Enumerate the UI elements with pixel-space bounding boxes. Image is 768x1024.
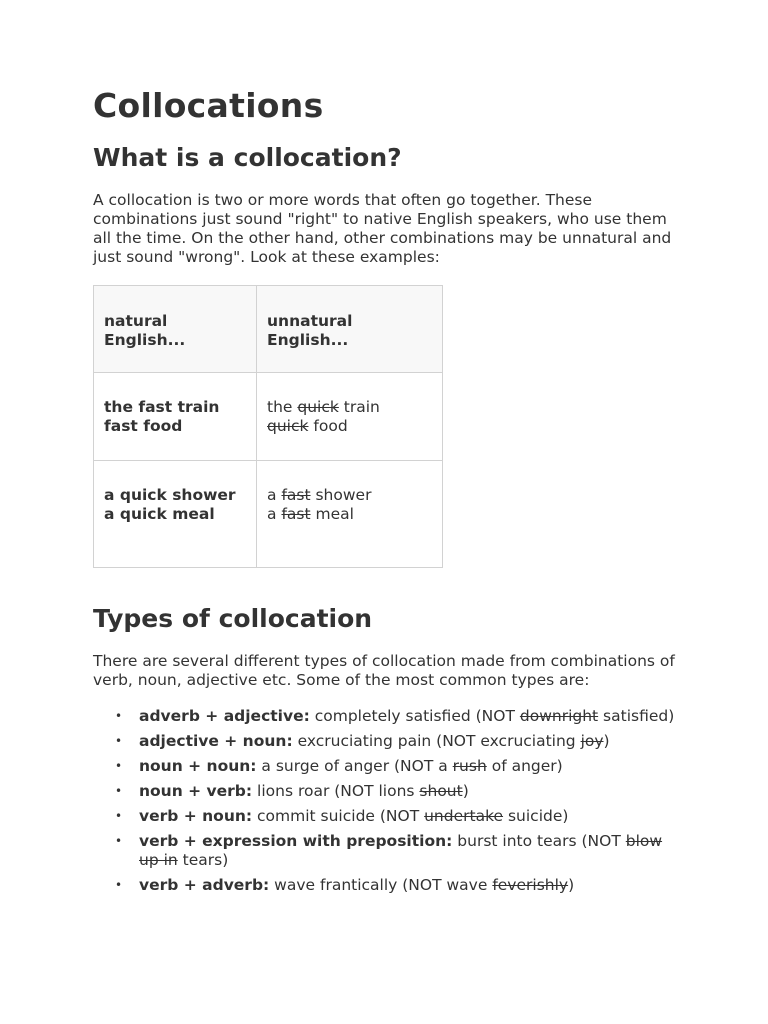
type-label: verb + noun: [139, 807, 253, 825]
section-heading-types: Types of collocation [93, 604, 373, 633]
bullet-icon: • [115, 878, 123, 892]
type-label: noun + noun: [139, 757, 257, 775]
unnatural-example: quick food [267, 417, 348, 435]
natural-cell [94, 373, 257, 461]
struck-word: joy [580, 732, 604, 750]
struck-word: quick [297, 398, 339, 416]
struck-word: undertake [424, 807, 504, 825]
unnatural-example: the quick train [267, 398, 380, 416]
intro-paragraph: A collocation is two or more words that often go together. These combinations just sound "right" to native English speakers, who use them all the time. On the other hand, other combinations may be unnatural and just sound "wrong". Look at these examples: [93, 191, 672, 266]
bullet-icon: • [115, 834, 123, 848]
type-label: verb + adverb: [139, 876, 270, 894]
table-header-row [94, 286, 443, 373]
article-content [93, 86, 683, 901]
page-title: Collocations [93, 86, 324, 125]
natural-example: a quick meal [104, 505, 215, 523]
section-heading-what-is: What is a collocation? [93, 143, 402, 172]
list-item: • noun + verb: lions roar (NOT lions shout) [115, 782, 469, 800]
types-intro-paragraph: There are several different types of collocation made from combinations of verb, noun, adjective etc. Some of the most common types are: [93, 652, 675, 689]
unnatural-example: a fast shower [267, 486, 372, 504]
bullet-icon: • [115, 759, 123, 773]
bullet-icon: • [115, 809, 123, 823]
list-item: • verb + expression with preposition: burst into tears (NOT blow up in tears) [115, 832, 663, 869]
type-label: noun + verb: [139, 782, 253, 800]
struck-word: blow up in [139, 832, 663, 869]
unnatural-example: a fast meal [267, 505, 354, 523]
type-label: adverb + adjective: [139, 707, 310, 725]
natural-example: a quick shower [104, 486, 236, 504]
list-item: • adjective + noun: excruciating pain (NOT excruciating joy) [115, 732, 610, 750]
table-row [94, 373, 443, 461]
list-item: • adverb + adjective: completely satisfied (NOT downright satisfied) [115, 707, 675, 725]
bullet-icon: • [115, 784, 123, 798]
header-unnatural: unnatural English... [257, 286, 443, 373]
type-label: verb + expression with preposition: [139, 832, 453, 850]
table-row [94, 461, 443, 568]
natural-cell [94, 461, 257, 568]
struck-word: rush [452, 757, 487, 775]
unnatural-cell [257, 373, 443, 461]
struck-word: fast [281, 486, 311, 504]
examples-table [93, 285, 443, 568]
struck-word: feverishly [492, 876, 569, 894]
struck-word: downright [519, 707, 599, 725]
type-label: adjective + noun: [139, 732, 293, 750]
unnatural-cell [257, 461, 443, 568]
struck-word: fast [281, 505, 311, 523]
list-item: • verb + adverb: wave frantically (NOT wave feverishly) [115, 876, 575, 894]
natural-example: fast food [104, 417, 183, 435]
list-item: • noun + noun: a surge of anger (NOT a rush of anger) [115, 757, 563, 775]
struck-word: quick [267, 417, 309, 435]
bullet-icon: • [115, 734, 123, 748]
collocation-types-list [93, 707, 683, 895]
bullet-icon: • [115, 709, 123, 723]
natural-example: the fast train [104, 398, 220, 416]
header-natural: natural English... [94, 286, 257, 373]
list-item: • verb + noun: commit suicide (NOT undertake suicide) [115, 807, 569, 825]
struck-word: shout [419, 782, 463, 800]
